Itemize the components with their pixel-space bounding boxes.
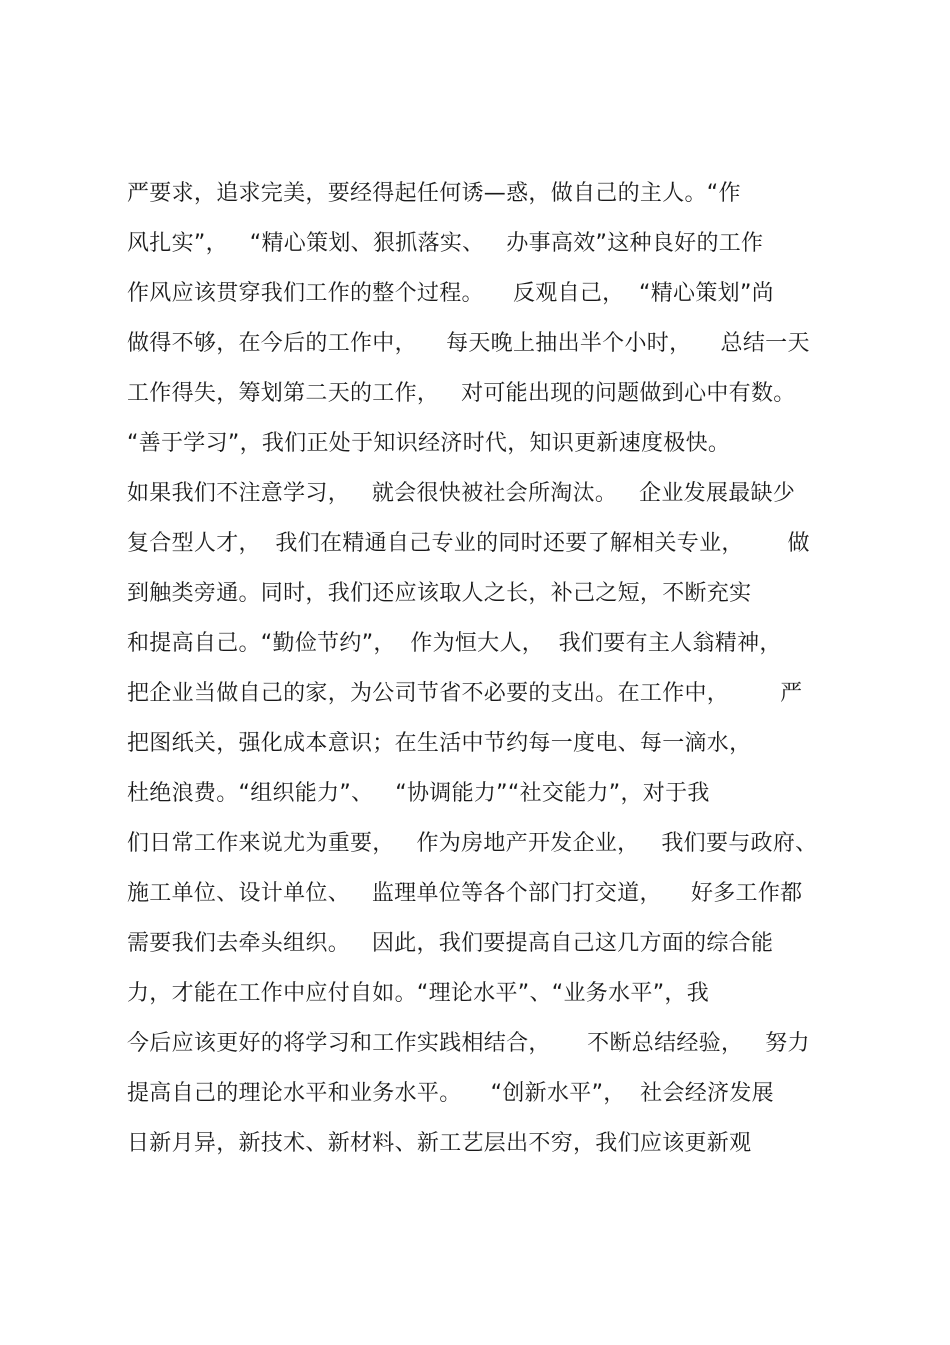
text-line: 们日常工作来说尤为重要， 作为房地产开发企业， 我们要与政府、 xyxy=(127,831,818,856)
text-line: 和提高自己。“勤俭节约”， 作为恒大人， 我们要有主人翁精神， xyxy=(127,631,782,656)
text-line: 力，才能在工作中应付自如。“理论水平”、“业务水平”，我 xyxy=(127,981,709,1006)
text-line: 提高自己的理论水平和业务水平。 “创新水平”， 社会经济发展 xyxy=(127,1081,774,1106)
text-line: 作风应该贯穿我们工作的整个过程。 反观自己， “精心策划”尚 xyxy=(127,281,774,306)
text-line: 今后应该更好的将学习和工作实践相结合， 不断总结经验， 努力 xyxy=(127,1031,810,1056)
text-line: 严要求，追求完美，要经得起任何诱—惑，做自己的主人。“作 xyxy=(127,181,741,206)
text-line: 日新月异，新技术、新材料、新工艺层出不穷，我们应该更新观 xyxy=(127,1131,752,1156)
text-line: 施工单位、设计单位、 监理单位等各个部门打交道， 好多工作都 xyxy=(127,881,803,906)
text-line: 把企业当做自己的家，为公司节省不必要的支出。在工作中， 严 xyxy=(127,681,803,706)
text-line: 工作得失，筹划第二天的工作， 对可能出现的问题做到心中有数。 xyxy=(127,381,796,406)
text-line: 到触类旁通。同时，我们还应该取人之长，补己之短，不断充实 xyxy=(127,581,752,606)
text-line: 复合型人才， 我们在精通自己专业的同时还要了解相关专业， 做 xyxy=(127,531,810,556)
text-line: 做得不够，在今后的工作中， 每天晚上抽出半个小时， 总结一天 xyxy=(127,331,810,356)
text-line: 把图纸关，强化成本意识；在生活中节约每一度电、每一滴水， xyxy=(127,731,752,756)
text-line: 需要我们去牵头组织。 因此，我们要提高自己这几方面的综合能 xyxy=(127,931,774,956)
text-line: 杜绝浪费。“组织能力”、 “协调能力”“社交能力”，对于我 xyxy=(127,781,710,806)
text-line: 风扎实”， “精心策划、狠抓落实、 办事高效”这种良好的工作 xyxy=(127,231,764,256)
text-line: “善于学习”，我们正处于知识经济时代，知识更新速度极快。 xyxy=(127,431,731,456)
text-line: 如果我们不注意学习， 就会很快被社会所淘汰。 企业发展最缺少 xyxy=(127,481,796,506)
